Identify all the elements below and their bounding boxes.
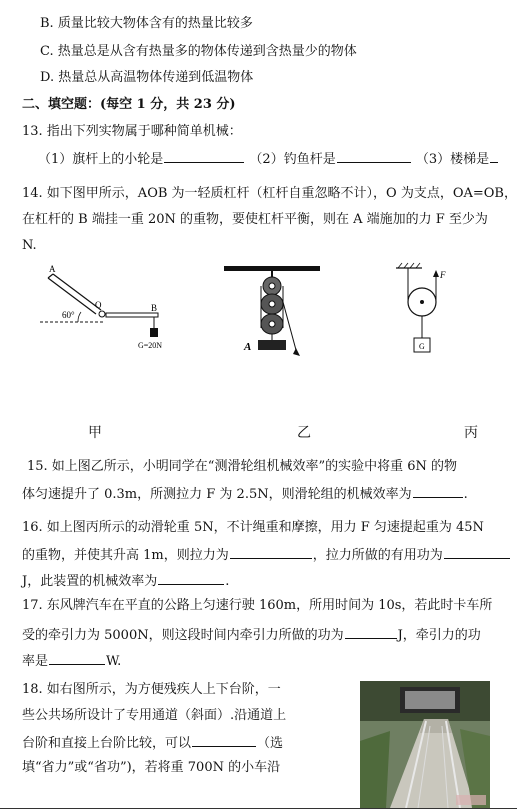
q16-text-d: . xyxy=(225,574,230,589)
q15-line1: 15. 如上图乙所示，小明同学在“测滑轮组机械效率”的实验中将重 6N 的物 xyxy=(27,459,458,474)
caption-jia: 甲 xyxy=(88,425,102,441)
q17-blank2[interactable] xyxy=(49,650,105,665)
q18-line3 xyxy=(22,732,283,754)
q15-text-b: . xyxy=(463,487,468,502)
q13-part2: （2）钓鱼杆是 xyxy=(249,152,336,167)
page-bottom-rule xyxy=(0,808,517,809)
q13-blank1[interactable] xyxy=(164,148,244,163)
jia-angle-label: 60° xyxy=(62,310,75,320)
q16-blank2[interactable] xyxy=(444,544,510,559)
q18-blank1[interactable] xyxy=(192,732,256,747)
bing-label-g: G xyxy=(419,342,425,351)
q17-text-d: W. xyxy=(106,654,122,669)
option-c: C. 热量总是从含有热量多的物体传递到含热量少的物体 xyxy=(40,44,357,59)
q16-blank1[interactable] xyxy=(230,544,312,559)
q16-line2 xyxy=(22,544,505,566)
q16-text-c: J，此装置的机械效率为 xyxy=(22,574,158,589)
q15-blank[interactable] xyxy=(413,483,463,498)
q13-part1: （1）旗杆上的小轮是 xyxy=(38,152,164,167)
q14-line1: 14. 如下图甲所示，AOB 为一轻质杠杆（杠杆自重忽略不计），O 为支点，OA=OB， xyxy=(22,186,517,201)
caption-yi: 乙 xyxy=(297,425,311,441)
jia-weight-label: G=20N xyxy=(138,341,163,350)
bing-label-f: F xyxy=(440,270,446,280)
q17-text-c: 率是 xyxy=(22,654,49,669)
figure-yi-pulley-block xyxy=(218,262,328,362)
yi-label-a: A xyxy=(244,341,252,353)
q18-line2: 些公共场所设计了专用通道（斜面）.沿通道上 xyxy=(22,708,287,723)
q15-line2 xyxy=(22,483,505,505)
q16-text-b: ，拉力所做的有用功为 xyxy=(312,548,443,563)
q13-blank3[interactable] xyxy=(490,148,498,163)
q17-line3 xyxy=(22,650,505,672)
q16-line1: 16. 如上图丙所示的动滑轮重 5N，不计绳重和摩擦，用力 F 匀速提起重为 45N xyxy=(22,520,484,535)
q18-line1: 18. 如右图所示，为方便残疾人上下台阶，一 xyxy=(22,682,281,697)
ramp-photo xyxy=(360,681,490,808)
q17-text-a: 受的牵引力为 5000N，则这段时间内牵引力所做的功为 xyxy=(22,628,344,643)
q18-line4: 填“省力”或“省功”)，若将重 700N 的小车沿 xyxy=(22,760,281,775)
option-d: D. 热量总从高温物体传递到低温物体 xyxy=(40,70,254,85)
q13-stem: 13. 指出下列实物属于哪种简单机械： xyxy=(22,124,242,139)
q18-text-b: （选 xyxy=(257,736,284,751)
q13-part3: （3）楼梯是 xyxy=(415,152,490,167)
q14-line3: N. xyxy=(22,238,37,253)
q13-parts xyxy=(38,148,505,170)
jia-label-b: B xyxy=(151,303,158,313)
q15-text-a: 体匀速提升了 0.3m，所测拉力 F 为 2.5N，则滑轮组的机械效率为 xyxy=(22,487,412,502)
q18-text-a: 台阶和直接上台阶比较，可以 xyxy=(22,736,192,751)
q14-line2: 在杠杆的 B 端挂一重 20N 的重物，要使杠杆平衡，则在 A 端施加的力 F 至少为 xyxy=(22,212,488,227)
caption-bing: 丙 xyxy=(464,425,478,441)
q17-line1: 17. 东风牌汽车在平直的公路上匀速行驶 160m，所用时间为 10s，若此时卡车所 xyxy=(22,598,493,613)
q17-text-b: J，牵引力的功 xyxy=(397,628,481,643)
section-title: 二、填空题：(每空 1 分，共 23 分) xyxy=(22,97,236,112)
q16-text-a: 的重物，并使其升高 1m，则拉力为 xyxy=(22,548,229,563)
figure-jia-lever xyxy=(40,262,180,357)
q17-line2 xyxy=(22,624,505,646)
option-b: B. 质量比较大物体含有的热量比较多 xyxy=(40,16,253,31)
q17-blank1[interactable] xyxy=(345,624,397,639)
jia-label-a: A xyxy=(49,264,56,274)
q13-blank2[interactable] xyxy=(337,148,411,163)
figure-bing-movable-pulley xyxy=(392,262,472,362)
q16-blank3[interactable] xyxy=(158,570,224,585)
q16-line3 xyxy=(22,570,505,592)
jia-label-o: O xyxy=(95,300,102,310)
